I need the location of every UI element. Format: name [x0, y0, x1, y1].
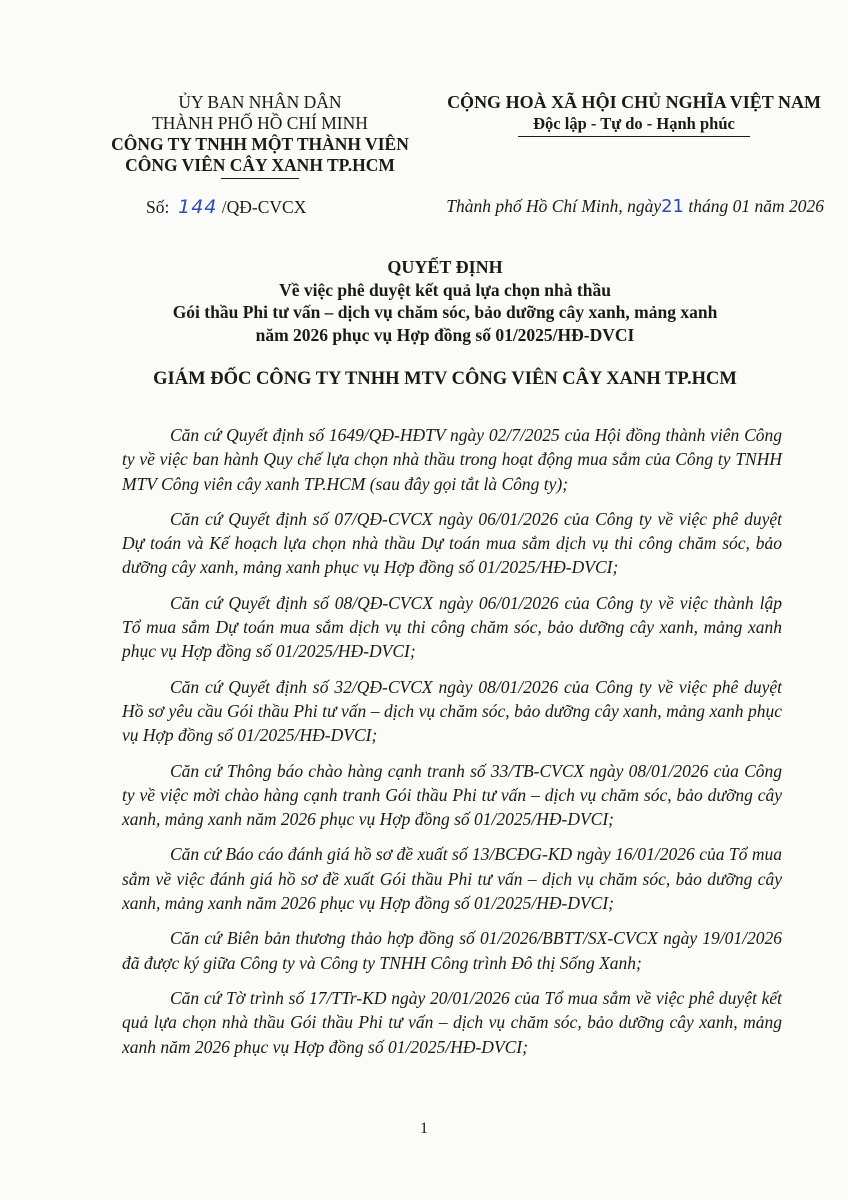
legal-basis-paragraph: Căn cứ Quyết định số 32/QĐ-CVCX ngày 08/01/2026 của Công ty về việc phê duyệt Hồ sơ yêu cầu Gói thầu Phi tư vấn – dịch vụ chăm sóc, bảo dưỡng cây xanh, mảng xanh phục vụ Hợp đồng số 01/2025/HĐ-DVCI;	[122, 676, 782, 746]
decision-subject-2: Gói thầu Phi tư vấn – dịch vụ chăm sóc, bảo dưỡng cây xanh, mảng xanh	[172, 302, 718, 322]
legal-basis-paragraph: Căn cứ Báo cáo đánh giá hồ sơ đề xuất số 13/BCĐG-KD ngày 16/01/2026 của Tổ mua sắm về việc đánh giá hồ sơ đề xuất Gói thầu Phi tư vấn – dịch vụ chăm sóc, bảo dưỡng cây xanh, mảng xanh năm 2026 phục vụ Hợp đồng số 01/2025/HĐ-DVCI;	[122, 844, 782, 914]
date-suffix: tháng 01 năm 2026	[688, 196, 824, 216]
issue-date	[420, 196, 824, 217]
decision-subject-1: Về việc phê duyệt kết quả lựa chọn nhà thầu	[279, 279, 611, 300]
document-number	[146, 196, 306, 218]
date-prefix: Thành phố Hồ Chí Minh, ngày	[446, 196, 662, 216]
company-line-2: CÔNG VIÊN CÂY XANH TP.HCM	[125, 155, 395, 175]
doc-number-label: Số:	[146, 197, 170, 217]
decision-title: QUYẾT ĐỊNH	[387, 257, 503, 277]
legal-basis	[122, 423, 782, 1070]
legal-basis-paragraph: Căn cứ Quyết định số 1649/QĐ-HĐTV ngày 02/7/2025 của Hội đồng thành viên Công ty về việc ban hành Quy chế lựa chọn nhà thầu trong hoạt động mua sắm của Công ty TNHH MTV Công viên cây xanh TP.HCM (sau đây gọi tắt là Công ty);	[122, 425, 782, 494]
legal-basis-paragraph: Căn cứ Quyết định số 08/QĐ-CVCX ngày 06/01/2026 của Công ty về việc thành lập Tổ mua sắm Dự toán mua sắm dịch vụ thi công chăm sóc, bảo dưỡng cây xanh, mảng xanh phục vụ Hợp đồng số 01/2025/HĐ-DVCI;	[122, 592, 782, 662]
legal-basis-paragraph: Căn cứ Biên bản thương thảo hợp đồng số 01/2026/BBTT/SX-CVCX ngày 19/01/2026 đã được ký giữa Công ty và Công ty TNHH Công trình Đô thị Sống Xanh;	[122, 928, 782, 973]
company-line-1: CÔNG TY TNHH MỘT THÀNH VIÊN	[111, 134, 409, 154]
doc-number-handwritten: 144	[178, 196, 218, 218]
doc-number-suffix: /QĐ-CVCX	[221, 197, 307, 217]
issuing-authority	[95, 92, 425, 179]
authority-underline	[221, 178, 299, 179]
decision-heading	[120, 256, 770, 346]
national-header	[436, 92, 832, 137]
motto-underline	[518, 136, 750, 137]
legal-basis-paragraph: Căn cứ Tờ trình số 17/TTr-KD ngày 20/01/2026 của Tổ mua sắm về việc phê duyệt kết quả lựa chọn nhà thầu Gói thầu Phi tư vấn – dịch vụ chăm sóc, bảo dưỡng cây xanh, mảng xanh năm 2026 phục vụ Hợp đồng số 01/2025/HĐ-DVCI;	[122, 987, 782, 1057]
legal-basis-paragraph: Căn cứ Thông báo chào hàng cạnh tranh số 33/TB-CVCX ngày 08/01/2026 của Công ty về việc mời chào hàng cạnh tranh Gói thầu Phi tư vấn – dịch vụ chăm sóc, bảo dưỡng cây xanh, mảng xanh năm 2026 phục vụ Hợp đồng số 01/2025/HĐ-DVCI;	[122, 760, 782, 830]
decision-subject-3: năm 2026 phục vụ Hợp đồng số 01/2025/HĐ-DVCI	[255, 324, 635, 345]
national-motto: Độc lập - Tự do - Hạnh phúc	[533, 114, 735, 133]
authority-line-2: THÀNH PHỐ HỒ CHÍ MINH	[152, 113, 368, 133]
nation-title: CỘNG HOÀ XÃ HỘI CHỦ NGHĨA VIỆT NAM	[447, 92, 821, 112]
director-line: GIÁM ĐỐC CÔNG TY TNHH MTV CÔNG VIÊN CÂY XANH TP.HCM	[153, 369, 737, 389]
page-number: 1	[420, 1120, 428, 1137]
legal-basis-paragraph: Căn cứ Quyết định số 07/QĐ-CVCX ngày 06/01/2026 của Công ty về việc phê duyệt Dự toán và Kế hoạch lựa chọn nhà thầu Dự toán mua sắm dịch vụ thi công chăm sóc, bảo dưỡng cây xanh, mảng xanh phục vụ Hợp đồng số 01/2025/HĐ-DVCI;	[122, 508, 782, 578]
date-day-handwritten: 21	[661, 196, 684, 217]
authority-line-1: ỦY BAN NHÂN DÂN	[178, 92, 342, 112]
